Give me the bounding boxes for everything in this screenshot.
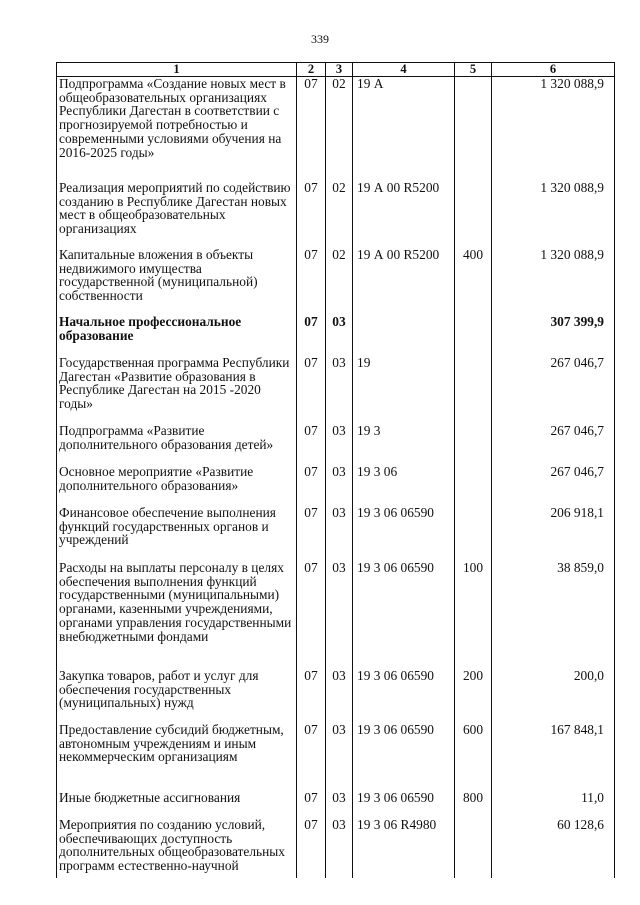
- row-amount: 1 320 088,9: [492, 248, 615, 315]
- table-row: [57, 561, 615, 669]
- row-name: Основное мероприятие «Развитие дополнительного образования»: [57, 465, 297, 506]
- column-header-1: 1: [57, 63, 297, 77]
- column-header-5: 5: [455, 63, 492, 77]
- row-expense-type: 100: [455, 561, 492, 669]
- row-target-article: 19 3 06: [353, 465, 455, 506]
- row-section-code: 07: [297, 77, 326, 182]
- row-target-article: 19 А 00 R5200: [353, 181, 455, 248]
- table-row: [57, 791, 615, 818]
- row-expense-type: [455, 424, 492, 465]
- row-subsection-code: 03: [326, 356, 353, 424]
- row-target-article: 19: [353, 356, 455, 424]
- row-name: Подпрограмма «Создание новых мест в общеобразовательных организациях Республики Дагестан в соответствии с прогнозируемой потребностью и современными условиями обучения на 2016-2025 годы»: [57, 77, 297, 182]
- row-amount: 167 848,1: [492, 723, 615, 791]
- column-header-3: 3: [326, 63, 353, 77]
- column-number-header: [57, 63, 615, 77]
- row-expense-type: 200: [455, 669, 492, 723]
- row-expense-type: 600: [455, 723, 492, 791]
- row-target-article: 19 А: [353, 77, 455, 182]
- row-expense-type: [455, 506, 492, 561]
- row-amount: 38 859,0: [492, 561, 615, 669]
- row-target-article: 19 3 06 06590: [353, 723, 455, 791]
- row-subsection-code: 03: [326, 669, 353, 723]
- row-expense-type: 400: [455, 248, 492, 315]
- row-target-article: 19 3 06 06590: [353, 669, 455, 723]
- table-body: [57, 77, 615, 879]
- row-amount: 1 320 088,9: [492, 181, 615, 248]
- row-subsection-code: 02: [326, 181, 353, 248]
- row-expense-type: [455, 181, 492, 248]
- row-section-code: 07: [297, 248, 326, 315]
- row-subsection-code: 03: [326, 818, 353, 878]
- table-row: [57, 723, 615, 791]
- row-amount: 200,0: [492, 669, 615, 723]
- page-number: 339: [311, 32, 329, 46]
- row-expense-type: 800: [455, 791, 492, 818]
- row-section-code: 07: [297, 669, 326, 723]
- table-row: [57, 356, 615, 424]
- column-header-4: 4: [353, 63, 455, 77]
- row-name: Предоставление субсидий бюджетным, автономным учреждениям и иным некоммерческим организациям: [57, 723, 297, 791]
- row-expense-type: [455, 465, 492, 506]
- row-target-article: 19 А 00 R5200: [353, 248, 455, 315]
- row-section-code: 07: [297, 424, 326, 465]
- table-row: [57, 506, 615, 561]
- row-section-code: 07: [297, 356, 326, 424]
- row-section-code: 07: [297, 315, 326, 356]
- row-section-code: 07: [297, 561, 326, 669]
- row-target-article: 19 3: [353, 424, 455, 465]
- row-section-code: 07: [297, 181, 326, 248]
- row-subsection-code: 03: [326, 424, 353, 465]
- row-amount: 206 918,1: [492, 506, 615, 561]
- row-expense-type: [455, 315, 492, 356]
- row-name: Мероприятия по созданию условий, обеспечивающих доступность дополнительных общеобразовательных программ естественно-научной: [57, 818, 297, 878]
- row-section-code: 07: [297, 506, 326, 561]
- row-expense-type: [455, 77, 492, 182]
- row-name: Капитальные вложения в объекты недвижимого имущества государственной (муниципальной) собственности: [57, 248, 297, 315]
- row-section-code: 07: [297, 723, 326, 791]
- row-amount: 1 320 088,9: [492, 77, 615, 182]
- row-name: Реализация мероприятий по содействию созданию в Республике Дагестан новых мест в общеобразовательных организациях: [57, 181, 297, 248]
- column-header-2: 2: [297, 63, 326, 77]
- row-target-article: 19 3 06 06590: [353, 561, 455, 669]
- table-row: [57, 248, 615, 315]
- row-name: Иные бюджетные ассигнования: [57, 791, 297, 818]
- row-name: Расходы на выплаты персоналу в целях обеспечения выполнения функций государственными (муниципальными) органами, казенными учреждениями, органами управления государственными внебюджетными фондами: [57, 561, 297, 669]
- row-amount: 267 046,7: [492, 356, 615, 424]
- row-section-code: 07: [297, 791, 326, 818]
- row-section-code: 07: [297, 465, 326, 506]
- row-amount: 60 128,6: [492, 818, 615, 878]
- row-name: Закупка товаров, работ и услуг для обеспечения государственных (муниципальных) нужд: [57, 669, 297, 723]
- row-subsection-code: 03: [326, 561, 353, 669]
- row-target-article: 19 3 06 R4980: [353, 818, 455, 878]
- row-section-code: 07: [297, 818, 326, 878]
- table-row: [57, 315, 615, 356]
- table-row: [57, 465, 615, 506]
- budget-table: [56, 62, 615, 878]
- row-expense-type: [455, 818, 492, 878]
- row-subsection-code: 03: [326, 315, 353, 356]
- row-amount: 267 046,7: [492, 465, 615, 506]
- row-name: Финансовое обеспечение выполнения функций государственных органов и учреждений: [57, 506, 297, 561]
- row-subsection-code: 03: [326, 465, 353, 506]
- row-subsection-code: 02: [326, 77, 353, 182]
- row-target-article: 19 3 06 06590: [353, 506, 455, 561]
- table-row: [57, 818, 615, 878]
- row-subsection-code: 03: [326, 506, 353, 561]
- row-amount: 307 399,9: [492, 315, 615, 356]
- row-subsection-code: 02: [326, 248, 353, 315]
- row-name: Начальное профессиональное образование: [57, 315, 297, 356]
- row-subsection-code: 03: [326, 723, 353, 791]
- row-name: Государственная программа Республики Дагестан «Развитие образования в Республике Дагестан на 2015 -2020 годы»: [57, 356, 297, 424]
- table-row: [57, 424, 615, 465]
- column-header-6: 6: [492, 63, 615, 77]
- row-amount: 267 046,7: [492, 424, 615, 465]
- table-row: [57, 77, 615, 182]
- budget-table-container: [56, 62, 614, 878]
- row-expense-type: [455, 356, 492, 424]
- row-name: Подпрограмма «Развитие дополнительного образования детей»: [57, 424, 297, 465]
- row-amount: 11,0: [492, 791, 615, 818]
- table-row: [57, 669, 615, 723]
- row-target-article: [353, 315, 455, 356]
- table-row: [57, 181, 615, 248]
- row-subsection-code: 03: [326, 791, 353, 818]
- row-target-article: 19 3 06 06590: [353, 791, 455, 818]
